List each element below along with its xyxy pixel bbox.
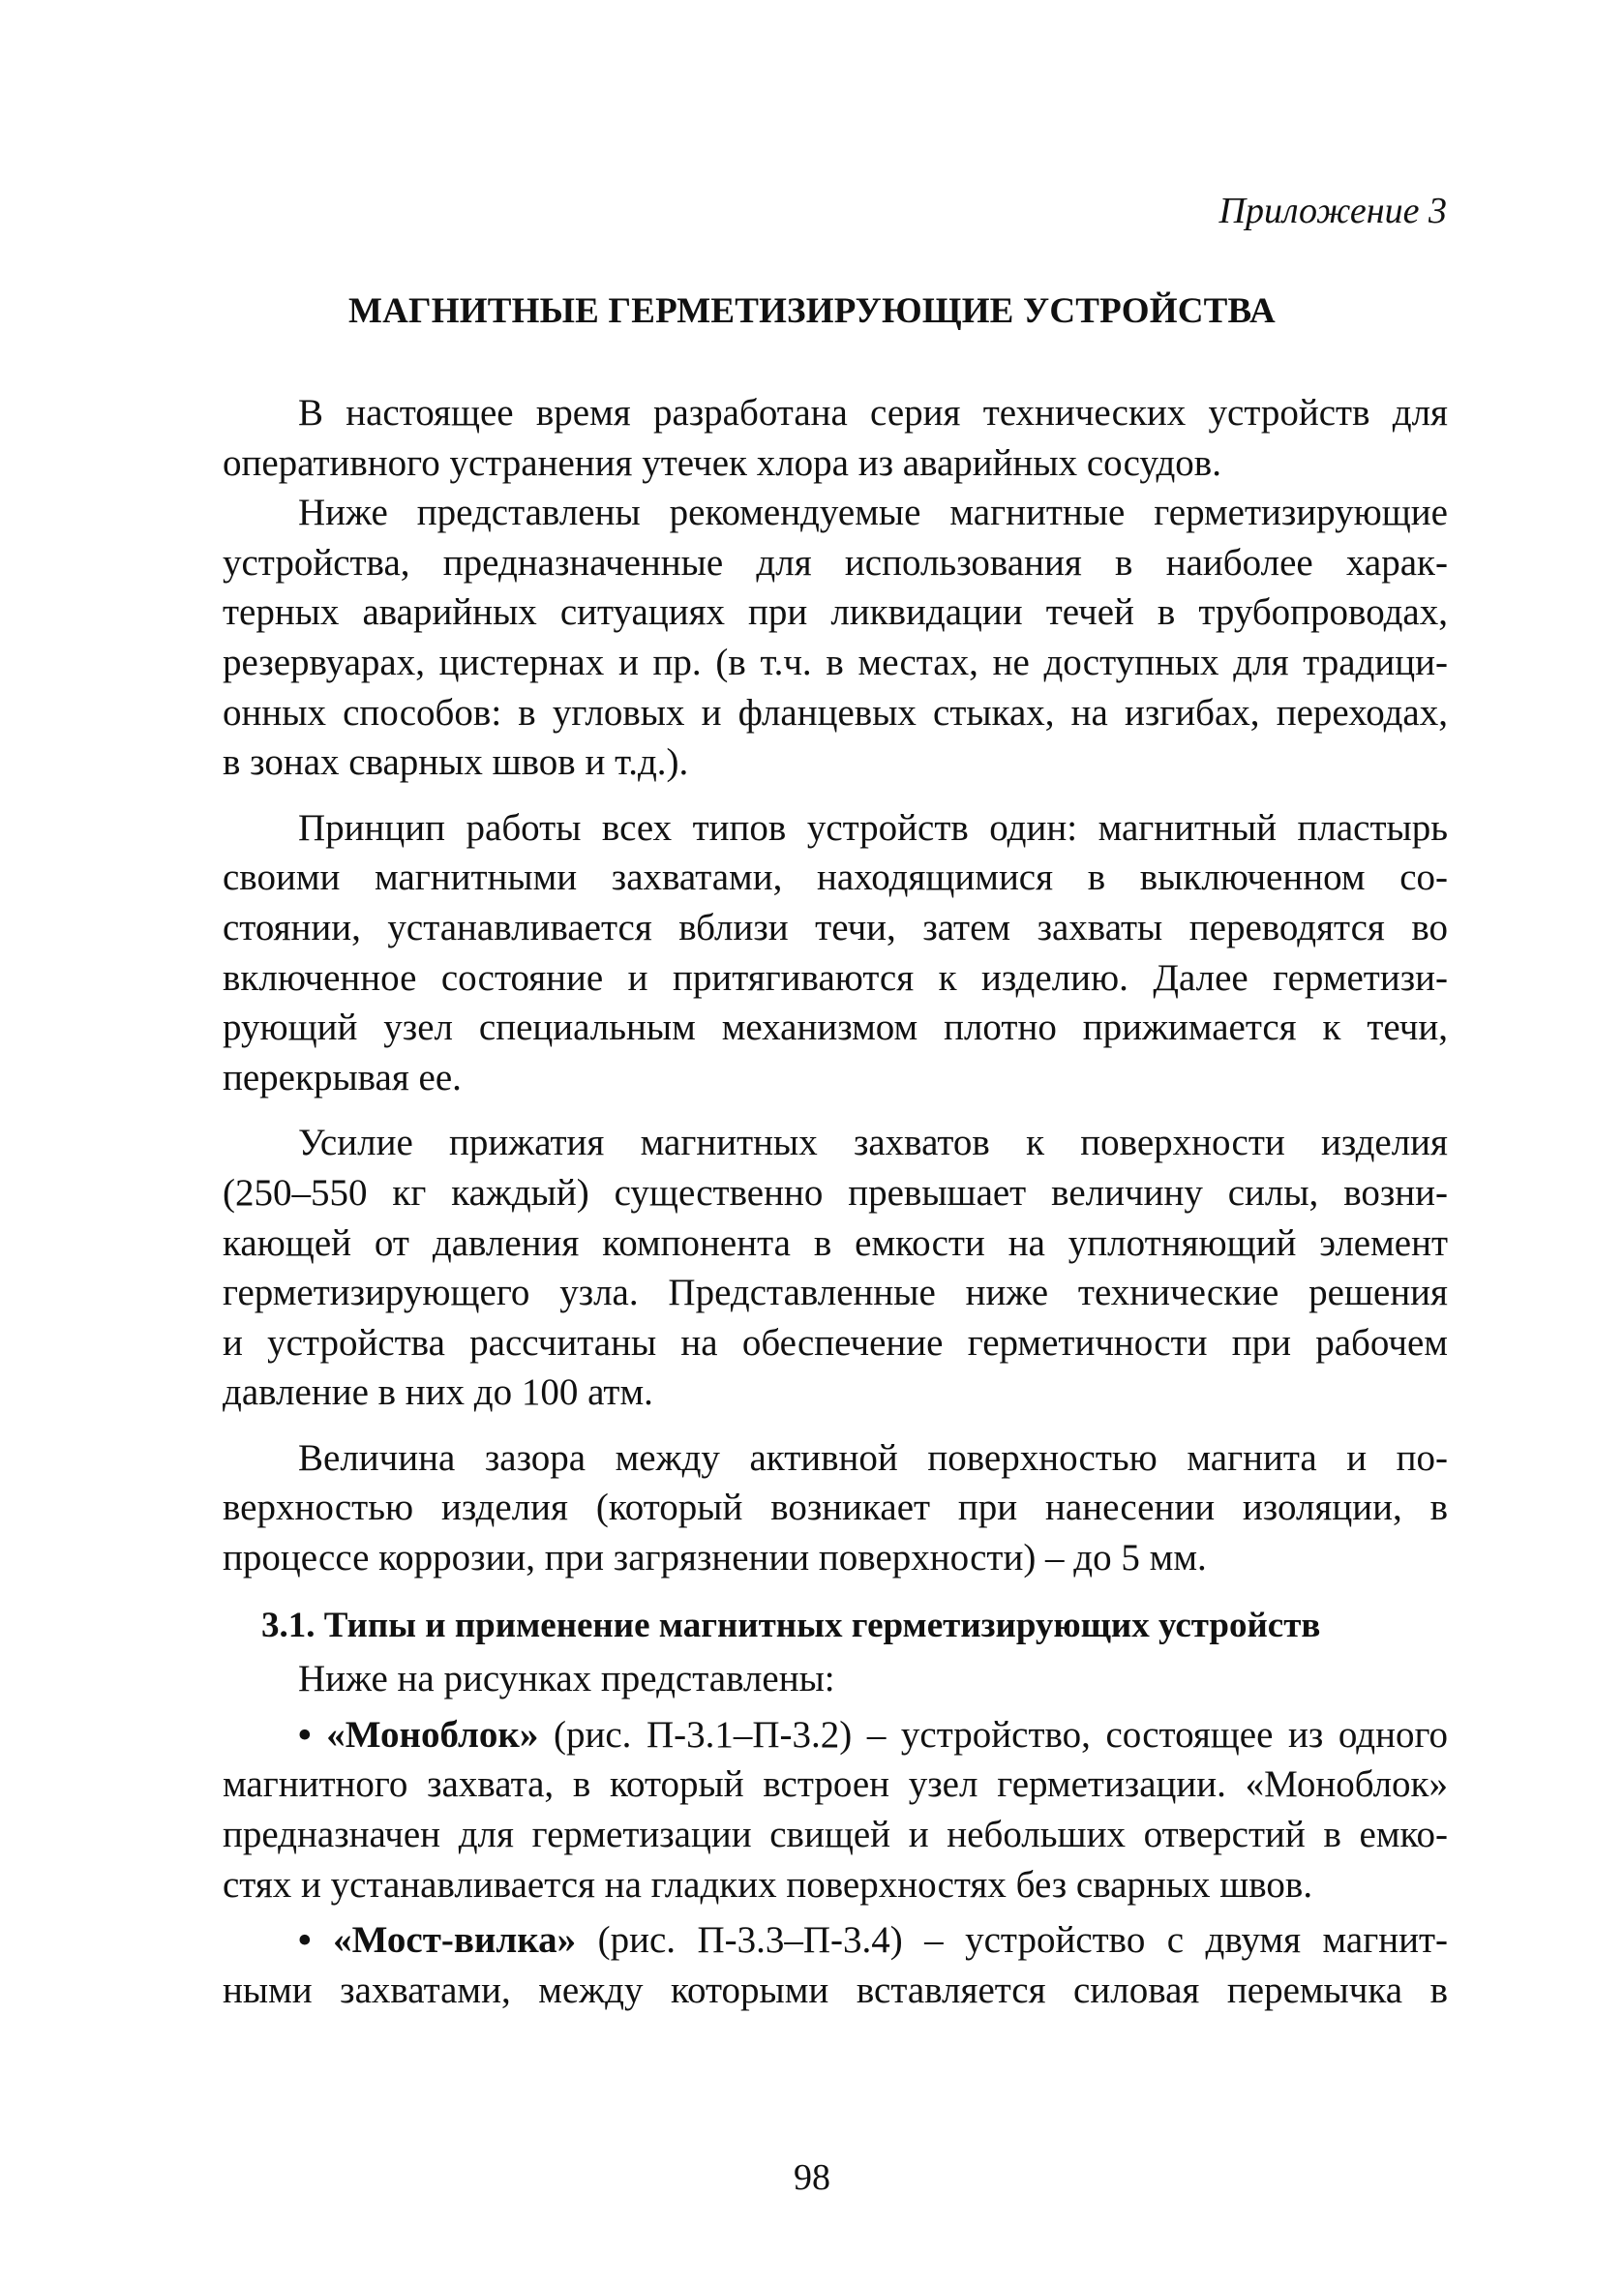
text-line: ными захватами, между которыми вставляется силовая перемычка в (223, 1969, 1448, 2011)
paragraph (223, 803, 1448, 1103)
text-line: стях и устанавливается на гладких поверхностях без сварных швов. (223, 1863, 1313, 1906)
bullet-item (223, 1710, 1448, 1910)
bullet-term: • «Моноблок» (298, 1713, 539, 1756)
text-line: процессе коррозии, при загрязнении поверхности) – до 5 мм. (223, 1537, 1207, 1579)
text-line: герметизирующего узла. Представленные ниже технические решения (223, 1272, 1448, 1314)
text-line: Принцип работы всех типов устройств один: магнитный пластырь (298, 806, 1448, 849)
text-line: своими магнитными захватами, находящимися в выключенном со- (223, 857, 1448, 899)
running-head: Приложение 3 (1218, 191, 1447, 231)
bullet-item (223, 1915, 1448, 2015)
text-line: Величина зазора между активной поверхностью магнита и по- (298, 1436, 1448, 1479)
text-line: В настоящее время разработана серия технических устройств для (298, 392, 1448, 434)
text-line: и устройства рассчитаны на обеспечение герметичности при рабочем (223, 1321, 1448, 1364)
paragraph (223, 488, 1448, 788)
text-line: рующий узел специальным механизмом плотно прижимается к течи, (223, 1007, 1448, 1049)
section-heading: 3.1. Типы и применение магнитных герметизирующих устройств (261, 1605, 1321, 1645)
bullet-text: (рис. П-3.1–П-3.2) – устройство, состоящее из одного (538, 1713, 1448, 1756)
intro-line: Ниже на рисунках представлены: (298, 1658, 835, 1700)
text-line (223, 1710, 1448, 1760)
text-line: Ниже представлены рекомендуемые магнитные герметизирующие (298, 492, 1448, 534)
text-line: включенное состояние и притягиваются к изделию. Далее герметизи- (223, 956, 1448, 999)
page-number: 98 (794, 2157, 830, 2198)
text-line: (250–550 кг каждый) существенно превышает величину силы, возни- (223, 1171, 1448, 1214)
paragraph (223, 1118, 1448, 1418)
bullet-text: (рис. П-3.3–П-3.4) – устройство с двумя магнит- (576, 1919, 1448, 1962)
text-line: терных аварийных ситуациях при ликвидации течей в трубопроводах, (223, 591, 1448, 634)
text-line: оперативного устранения утечек хлора из аварийных сосудов. (223, 441, 1221, 484)
text-line: резервуарах, цистернах и пр. (в т.ч. в местах, не доступных для традици- (223, 641, 1448, 683)
text-line: устройства, предназначенные для использования в наиболее харак- (223, 541, 1448, 584)
page-title: МАГНИТНЫЕ ГЕРМЕТИЗИРУЮЩИЕ УСТРОЙСТВА (348, 291, 1276, 331)
text-line (223, 1915, 1448, 1966)
text-line: магнитного захвата, в который встроен узел герметизации. «Моноблок» (223, 1763, 1448, 1806)
body-text (223, 388, 1448, 2015)
bullet-term: • «Мост-вилка» (298, 1919, 577, 1962)
text-line: кающей от давления компонента в емкости на уплотняющий элемент (223, 1221, 1448, 1264)
text-line: предназначен для герметизации свищей и небольших отверстий в емко- (223, 1814, 1448, 1856)
text-line: стоянии, устанавливается вблизи течи, затем захваты переводятся во (223, 906, 1448, 948)
text-line: давление в них до 100 атм. (223, 1371, 653, 1414)
text-line: в зонах сварных швов и т.д.). (223, 741, 689, 784)
paragraph (223, 388, 1448, 488)
text-line: Усилие прижатия магнитных захватов к поверхности изделия (298, 1122, 1448, 1164)
text-line: верхностью изделия (который возникает при нанесении изоляции, в (223, 1487, 1448, 1529)
text-line: онных способов: в угловых и фланцевых стыках, на изгибах, переходах, (223, 691, 1448, 734)
text-line: перекрывая ее. (223, 1056, 462, 1098)
paragraph (223, 1433, 1448, 1583)
